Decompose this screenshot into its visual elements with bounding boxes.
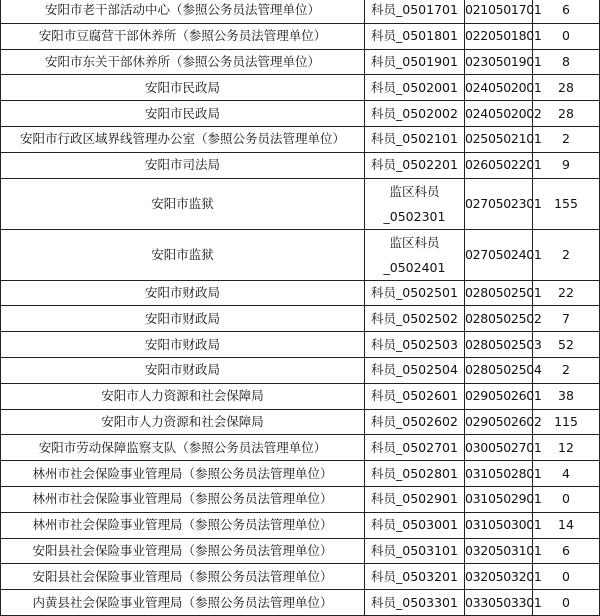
table-row: [1, 229, 600, 280]
table-row: [1, 75, 600, 101]
unit-cell: 安阳市财政局: [1, 306, 365, 332]
unit-cell: 安阳市人力资源和社会保障局: [1, 409, 365, 435]
table-row: [1, 435, 600, 461]
table-row: [1, 461, 600, 487]
table-row: [1, 0, 600, 23]
unit-cell: 安阳市民政局: [1, 75, 365, 101]
position-cell: 科员_0501701: [365, 0, 465, 23]
unit-cell: 安阳市豆腐营干部休养所（参照公务员法管理单位）: [1, 23, 365, 49]
unit-cell: 安阳市民政局: [1, 101, 365, 127]
position-cell: 科员_0502503: [365, 332, 465, 358]
applicant-count-cell: 115: [533, 409, 600, 435]
applicant-count-cell: 22: [533, 280, 600, 306]
position-code-cell: 0220501801: [465, 23, 533, 49]
unit-cell: 林州市社会保险事业管理局（参照公务员法管理单位）: [1, 486, 365, 512]
unit-cell: 安阳市财政局: [1, 280, 365, 306]
position-cell: 科员_0502901: [365, 486, 465, 512]
position-cell: [365, 178, 465, 229]
unit-cell: 安阳市财政局: [1, 332, 365, 358]
unit-cell: 安阳县社会保险事业管理局（参照公务员法管理单位）: [1, 538, 365, 564]
position-number: _0502401: [383, 259, 446, 275]
table-row: [1, 538, 600, 564]
position-cell: 科员_0502101: [365, 126, 465, 152]
table-row: [1, 126, 600, 152]
unit-cell: 安阳市财政局: [1, 357, 365, 383]
applicant-count-cell: 28: [533, 101, 600, 127]
position-code-cell: 0310503001: [465, 512, 533, 538]
position-code-cell: 0290502602: [465, 409, 533, 435]
applicant-count-cell: 52: [533, 332, 600, 358]
applicant-count-cell: 8: [533, 49, 600, 75]
applicant-count-cell: 2: [533, 229, 600, 280]
position-code-cell: 0280502501: [465, 280, 533, 306]
position-code-cell: 0320503101: [465, 538, 533, 564]
applicant-count-cell: 0: [533, 590, 600, 616]
applicant-count-cell: 12: [533, 435, 600, 461]
table-row: [1, 564, 600, 590]
table-row: [1, 306, 600, 332]
table-row: [1, 101, 600, 127]
position-cell: [365, 229, 465, 280]
table-row: [1, 152, 600, 178]
position-cell: 科员_0502001: [365, 75, 465, 101]
table-row: [1, 383, 600, 409]
table-row: [1, 409, 600, 435]
position-code-cell: 0280502503: [465, 332, 533, 358]
table-row: [1, 49, 600, 75]
position-code-cell: 0280502502: [465, 306, 533, 332]
applicant-count-cell: 0: [533, 564, 600, 590]
applicant-count-cell: 14: [533, 512, 600, 538]
position-cell: 科员_0502501: [365, 280, 465, 306]
position-cell: 科员_0501901: [365, 49, 465, 75]
applicant-count-cell: 7: [533, 306, 600, 332]
position-cell: 科员_0503101: [365, 538, 465, 564]
unit-cell: 林州市社会保险事业管理局（参照公务员法管理单位）: [1, 512, 365, 538]
position-code-cell: 0310502901: [465, 486, 533, 512]
unit-cell: 安阳市老干部活动中心（参照公务员法管理单位）: [1, 0, 365, 23]
position-code-cell: 0270502301: [465, 178, 533, 229]
unit-cell: 安阳市东关干部休养所（参照公务员法管理单位）: [1, 49, 365, 75]
unit-cell: 林州市社会保险事业管理局（参照公务员法管理单位）: [1, 461, 365, 487]
position-title: 监区科员: [389, 234, 440, 250]
position-cell: 科员_0502201: [365, 152, 465, 178]
unit-cell: 安阳市监狱: [1, 229, 365, 280]
position-cell: 科员_0502602: [365, 409, 465, 435]
table-row: [1, 280, 600, 306]
position-code-cell: 0270502401: [465, 229, 533, 280]
unit-cell: 安阳市监狱: [1, 178, 365, 229]
unit-cell: 安阳市行政区域界线管理办公室（参照公务员法管理单位）: [1, 126, 365, 152]
table-row: [1, 23, 600, 49]
position-cell: 科员_0502601: [365, 383, 465, 409]
unit-cell: 内黄县社会保险事业管理局（参照公务员法管理单位）: [1, 590, 365, 616]
position-cell: 科员_0502801: [365, 461, 465, 487]
applicant-count-cell: 6: [533, 0, 600, 23]
table-row: [1, 486, 600, 512]
applicant-count-cell: 2: [533, 126, 600, 152]
position-cell: 科员_0503301: [365, 590, 465, 616]
position-code-cell: 0240502002: [465, 101, 533, 127]
position-code-cell: 0310502801: [465, 461, 533, 487]
position-code-cell: 0210501701: [465, 0, 533, 23]
applicant-count-cell: 155: [533, 178, 600, 229]
applicant-count-cell: 2: [533, 357, 600, 383]
position-cell: 科员_0503001: [365, 512, 465, 538]
applicant-count-cell: 28: [533, 75, 600, 101]
applicant-count-cell: 38: [533, 383, 600, 409]
position-code-cell: 0260502201: [465, 152, 533, 178]
applicant-count-cell: 6: [533, 538, 600, 564]
applicant-count-cell: 0: [533, 486, 600, 512]
position-code-cell: 0240502001: [465, 75, 533, 101]
table-row: [1, 332, 600, 358]
unit-cell: 安阳市司法局: [1, 152, 365, 178]
unit-cell: 安阳县社会保险事业管理局（参照公务员法管理单位）: [1, 564, 365, 590]
position-code-cell: 0230501901: [465, 49, 533, 75]
position-cell: 科员_0503201: [365, 564, 465, 590]
position-code-cell: 0320503201: [465, 564, 533, 590]
position-code-cell: 0300502701: [465, 435, 533, 461]
position-cell: 科员_0502504: [365, 357, 465, 383]
applicant-count-cell: 4: [533, 461, 600, 487]
unit-cell: 安阳市劳动保障监察支队（参照公务员法管理单位）: [1, 435, 365, 461]
position-number: _0502301: [383, 208, 446, 224]
position-title: 监区科员: [389, 183, 440, 199]
applicant-count-cell: 0: [533, 23, 600, 49]
unit-cell: 安阳市人力资源和社会保障局: [1, 383, 365, 409]
position-cell: 科员_0502002: [365, 101, 465, 127]
position-code-cell: 0290502601: [465, 383, 533, 409]
position-cell: 科员_0502701: [365, 435, 465, 461]
position-code-cell: 0280502504: [465, 357, 533, 383]
table-row: [1, 178, 600, 229]
table-row: [1, 512, 600, 538]
position-code-cell: 0250502101: [465, 126, 533, 152]
table-row: [1, 590, 600, 616]
position-cell: 科员_0502502: [365, 306, 465, 332]
position-cell: 科员_0501801: [365, 23, 465, 49]
position-code-cell: 0330503301: [465, 590, 533, 616]
applicant-count-cell: 9: [533, 152, 600, 178]
table-row: [1, 357, 600, 383]
